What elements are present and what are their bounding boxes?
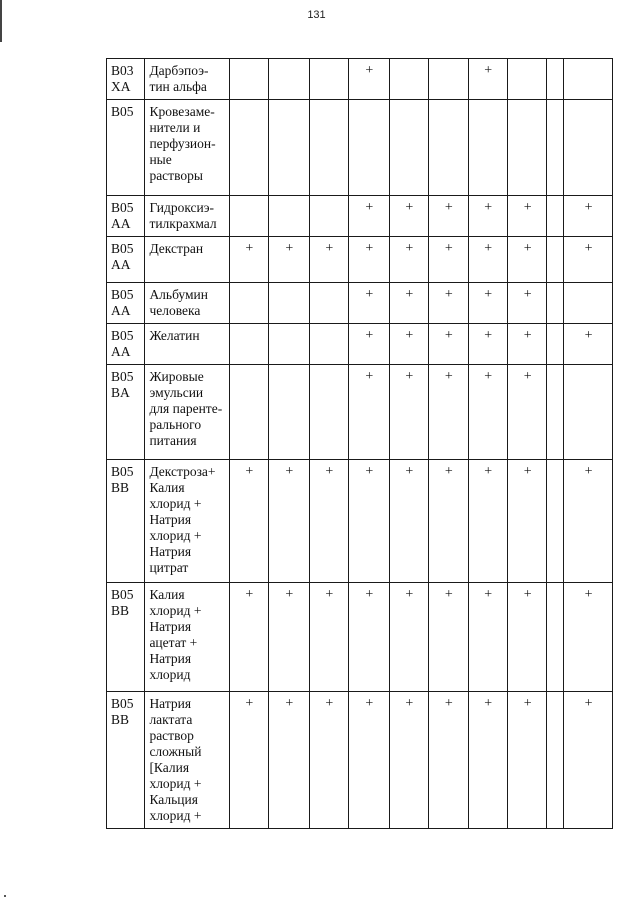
mark-cell: + — [349, 324, 390, 365]
table-row — [107, 59, 613, 100]
mark-cell — [468, 100, 507, 196]
mark-cell: + — [429, 324, 468, 365]
mark-cell: + — [507, 283, 546, 324]
mark-cell: + — [468, 365, 507, 460]
mark-cell — [269, 365, 310, 460]
mark-cell: + — [507, 692, 546, 829]
mark-cell — [564, 59, 613, 100]
mark-cell: + — [564, 583, 613, 692]
mark-cell — [564, 283, 613, 324]
mark-cell: + — [389, 365, 428, 460]
mark-cell: + — [507, 237, 546, 283]
mark-cell: + — [507, 460, 546, 583]
mark-cell: + — [269, 460, 310, 583]
atc-code-cell: B05 AA — [107, 237, 145, 283]
mark-cell — [229, 283, 268, 324]
mark-cell: + — [269, 692, 310, 829]
drug-name-cell: Декстран — [145, 237, 229, 283]
atc-code-cell: B03 XA — [107, 59, 145, 100]
table-row — [107, 692, 613, 829]
mark-cell — [269, 324, 310, 365]
mark-cell — [229, 324, 268, 365]
mark-cell — [547, 59, 564, 100]
mark-cell: + — [389, 196, 428, 237]
mark-cell: + — [468, 460, 507, 583]
mark-cell — [547, 196, 564, 237]
mark-cell: + — [564, 196, 613, 237]
drug-name-cell: Жировые эмульсии для паренте- рального питания — [145, 365, 229, 460]
mark-cell: + — [429, 283, 468, 324]
mark-cell: + — [389, 583, 428, 692]
mark-cell: + — [349, 460, 390, 583]
mark-cell: + — [468, 692, 507, 829]
drug-name-cell: Дарбэпоэ- тин альфа — [145, 59, 229, 100]
mark-cell: + — [507, 365, 546, 460]
mark-cell: + — [468, 583, 507, 692]
mark-cell: + — [269, 237, 310, 283]
mark-cell — [547, 365, 564, 460]
drug-name-cell: Кровезаме- нители и перфузион- ные растворы — [145, 100, 229, 196]
table-row — [107, 196, 613, 237]
table-row — [107, 237, 613, 283]
mark-cell — [547, 100, 564, 196]
table-row — [107, 583, 613, 692]
mark-cell: + — [229, 237, 268, 283]
mark-cell — [229, 196, 268, 237]
atc-code-cell: B05 BB — [107, 460, 145, 583]
mark-cell — [389, 100, 428, 196]
mark-cell: + — [349, 583, 390, 692]
mark-cell — [564, 365, 613, 460]
mark-cell: + — [309, 460, 348, 583]
mark-cell — [547, 460, 564, 583]
mark-cell: + — [309, 583, 348, 692]
mark-cell: + — [429, 196, 468, 237]
mark-cell — [507, 100, 546, 196]
mark-cell — [564, 100, 613, 196]
atc-code-cell: B05 BB — [107, 692, 145, 829]
mark-cell — [309, 365, 348, 460]
drug-name-cell: Гидроксиэ- тилкрахмал — [145, 196, 229, 237]
mark-cell: + — [429, 583, 468, 692]
table-row — [107, 460, 613, 583]
mark-cell: + — [468, 324, 507, 365]
mark-cell: + — [507, 196, 546, 237]
table-row — [107, 283, 613, 324]
table-row — [107, 100, 613, 196]
mark-cell: + — [349, 365, 390, 460]
mark-cell: + — [429, 237, 468, 283]
scan-speck — [4, 895, 6, 897]
mark-cell: + — [349, 237, 390, 283]
mark-cell — [507, 59, 546, 100]
mark-cell — [309, 59, 348, 100]
page-number: 131 — [307, 9, 326, 21]
mark-cell: + — [507, 583, 546, 692]
drug-name-cell: Калия хлорид + Натрия ацетат + Натрия хлорид — [145, 583, 229, 692]
atc-code-cell: B05 BB — [107, 583, 145, 692]
atc-code-cell: B05 BA — [107, 365, 145, 460]
mark-cell: + — [349, 692, 390, 829]
mark-cell: + — [564, 692, 613, 829]
mark-cell — [229, 365, 268, 460]
mark-cell — [309, 283, 348, 324]
drug-name-cell: Натрия лактата раствор сложный [Калия хлорид + Кальция хлорид + — [145, 692, 229, 829]
drug-name-cell: Альбумин человека — [145, 283, 229, 324]
drug-name-cell: Желатин — [145, 324, 229, 365]
drug-table — [106, 58, 613, 829]
mark-cell: + — [389, 237, 428, 283]
mark-cell: + — [229, 460, 268, 583]
mark-cell: + — [229, 692, 268, 829]
mark-cell: + — [349, 59, 390, 100]
table-row — [107, 365, 613, 460]
mark-cell — [269, 283, 310, 324]
mark-cell: + — [429, 692, 468, 829]
mark-cell: + — [389, 283, 428, 324]
table-row — [107, 324, 613, 365]
mark-cell — [349, 100, 390, 196]
mark-cell — [229, 100, 268, 196]
mark-cell — [309, 196, 348, 237]
mark-cell: + — [468, 237, 507, 283]
atc-code-cell: B05 — [107, 100, 145, 196]
mark-cell — [547, 237, 564, 283]
mark-cell: + — [564, 460, 613, 583]
atc-code-cell: B05 AA — [107, 196, 145, 237]
mark-cell: + — [229, 583, 268, 692]
mark-cell — [269, 196, 310, 237]
mark-cell — [429, 59, 468, 100]
mark-cell: + — [564, 324, 613, 365]
scan-edge-mark — [0, 0, 2, 42]
mark-cell — [429, 100, 468, 196]
mark-cell — [269, 100, 310, 196]
mark-cell: + — [269, 583, 310, 692]
mark-cell: + — [468, 59, 507, 100]
mark-cell — [547, 324, 564, 365]
atc-code-cell: B05 AA — [107, 324, 145, 365]
mark-cell: + — [429, 460, 468, 583]
mark-cell: + — [349, 283, 390, 324]
mark-cell: + — [389, 324, 428, 365]
mark-cell: + — [349, 196, 390, 237]
mark-cell: + — [564, 237, 613, 283]
atc-code-cell: B05 AA — [107, 283, 145, 324]
mark-cell — [309, 324, 348, 365]
mark-cell: + — [309, 692, 348, 829]
mark-cell — [547, 583, 564, 692]
mark-cell: + — [309, 237, 348, 283]
mark-cell — [309, 100, 348, 196]
mark-cell — [389, 59, 428, 100]
drug-name-cell: Декстроза+ Калия хлорид + Натрия хлорид + Натрия цитрат — [145, 460, 229, 583]
mark-cell: + — [389, 692, 428, 829]
mark-cell: + — [389, 460, 428, 583]
mark-cell — [547, 692, 564, 829]
mark-cell: + — [429, 365, 468, 460]
mark-cell — [229, 59, 268, 100]
mark-cell — [547, 283, 564, 324]
mark-cell: + — [507, 324, 546, 365]
mark-cell: + — [468, 283, 507, 324]
mark-cell — [269, 59, 310, 100]
mark-cell: + — [468, 196, 507, 237]
